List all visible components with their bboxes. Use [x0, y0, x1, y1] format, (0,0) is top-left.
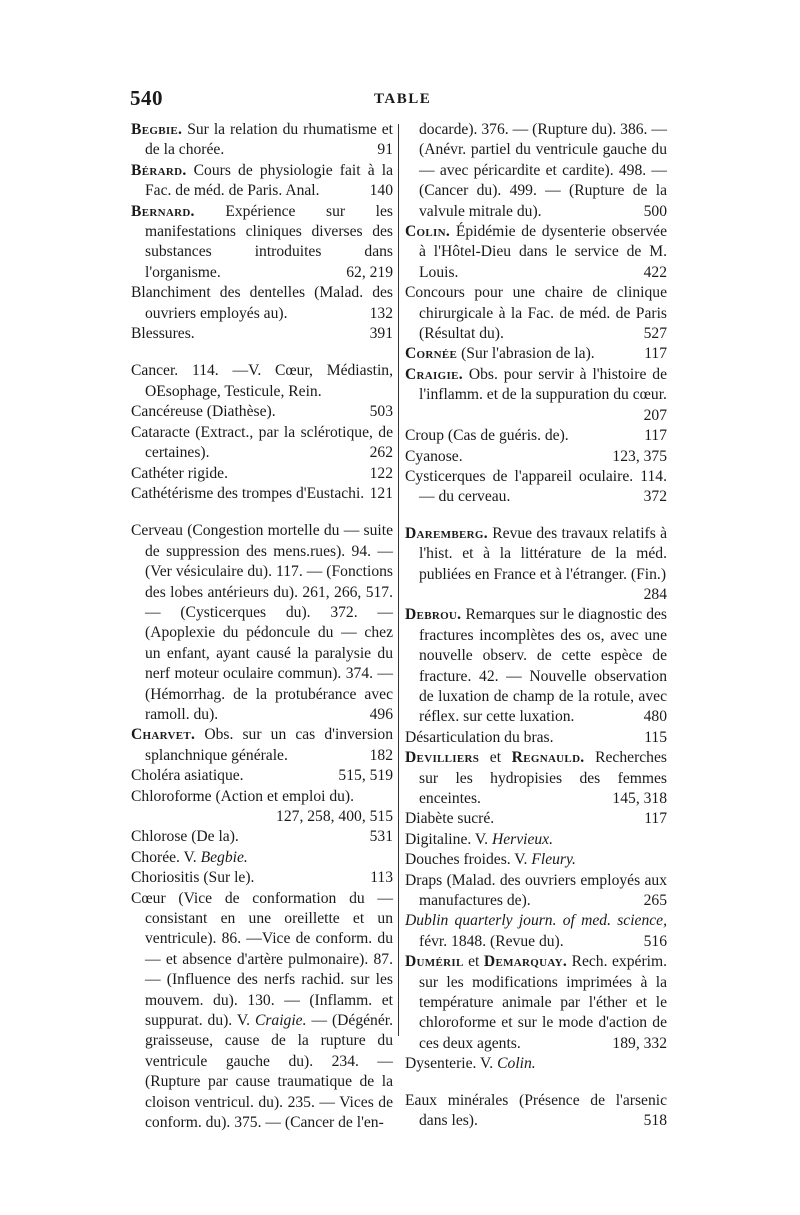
entry-author: Demarquay. — [483, 953, 568, 971]
entry-pages: 503 — [369, 403, 393, 421]
entry-pages: 117 — [644, 810, 667, 828]
entry-pages: 123, 375 — [612, 447, 667, 465]
entry-text: Obs. sur un cas d'inversion splanchnique générale. — [145, 726, 393, 764]
index-entry — [131, 361, 393, 402]
entry-pages: 113 — [370, 869, 393, 887]
index-entry — [131, 484, 393, 504]
entry-text: Chlorose (De la). — [131, 828, 239, 846]
entry-text: Revue des travaux relatifs à l'hist. et à la littérature de la méd. publiées en France et à l'étranger. (Fin.) — [419, 524, 667, 583]
index-entry — [405, 426, 667, 446]
entry-pages: 140 — [369, 182, 393, 200]
entry-pages: 182 — [369, 746, 393, 764]
entry-pages: 496 — [369, 705, 393, 723]
entry-text: Draps (Malad. des ouvriers employés aux manufactures de). — [405, 871, 667, 910]
entry-text: Cerveau (Congestion mortelle du — suite de suppression des mens.rues). 94. — (Ver vésiculaire du). 117. — (Fonctions des lobes antérieurs du). 261, 266, 517. — (Cysticerques du). 372. — (Apoplexie du pédoncule du — chez un enfant, ayant causé la paralysie du nerf moteur oculaire commun). 374. — (Hémorrhag. de la protubérance avec ramoll. du). — [131, 522, 393, 723]
index-entry — [405, 748, 667, 809]
index-entry — [405, 283, 667, 344]
entry-pages: 121 — [369, 484, 393, 502]
index-entry — [405, 728, 667, 748]
index-entry — [405, 222, 667, 283]
index-entry — [131, 120, 393, 161]
entry-author: Colin. — [405, 223, 451, 241]
entry-text: févr. 1848. (Revue du). — [419, 932, 564, 950]
index-entry — [405, 911, 667, 952]
entry-pages: 480 — [643, 708, 667, 726]
entry-text: Blanchiment des dentelles (Malad. des ouvriers employés au). — [131, 284, 393, 322]
index-entry — [405, 809, 667, 829]
entry-text: Cathéter rigide. — [131, 464, 228, 482]
entry-pages: 145, 318 — [612, 790, 667, 807]
entry-text: Cours de physiologie fait à la Fac. de méd. de Paris. Anal. — [145, 161, 393, 200]
entry-text: Blessures. — [131, 325, 195, 343]
entry-pages: 518 — [643, 1112, 667, 1130]
entry-author: Debrou. — [405, 606, 462, 624]
entry-text: Cathétérisme des trompes d'Eustachi. — [131, 484, 365, 502]
entry-text: (Sur l'abrasion de la). — [461, 345, 595, 363]
entry-conjunction: et — [468, 953, 480, 971]
index-entry — [131, 161, 393, 202]
entry-text: Remarques sur le diagnostic des fractures incomplètes des os, avec une nouvelle observ. de cette espèce de fracture. 42. — Nouvelle observation de luxation de champ de la rotule, avec réflex. sur cette luxation. — [419, 606, 668, 726]
index-entry — [131, 423, 393, 464]
index-entry — [131, 725, 393, 766]
entry-conjunction: et — [489, 749, 502, 767]
entry-author: Daremberg. — [405, 524, 488, 542]
entry-pages: 265 — [643, 892, 667, 910]
entry-text: Cataracte (Extract., par la sclérotique, de certaines). — [131, 423, 393, 462]
entry-pages: 91 — [377, 141, 393, 159]
entry-text: Chloroforme (Action et emploi du). — [131, 787, 355, 805]
entry-author: Charvet. — [131, 726, 196, 744]
entry-pages: 515, 519 — [338, 767, 393, 785]
index-entry — [405, 850, 667, 870]
index-entry — [405, 1091, 667, 1132]
entry-text: Diabète sucré. — [405, 810, 495, 828]
entry-text: Concours pour une chaire de clinique chirurgicale à la Fac. de méd. de Paris (Résultat du). — [405, 284, 667, 343]
index-entry — [405, 524, 667, 606]
entry-pages: 62, 219 — [346, 263, 393, 281]
column-rule — [398, 124, 399, 1036]
index-entry — [131, 787, 393, 828]
right-column — [405, 120, 667, 1132]
entry-text: Choléra asiatique. — [131, 767, 244, 785]
entry-text: Cyanose. — [405, 447, 463, 465]
entry-see-also: Hervieux. — [491, 830, 553, 848]
entry-author: Cornée — [405, 345, 458, 363]
index-entry — [405, 871, 667, 912]
entry-text: Dysenterie. V. — [405, 1055, 494, 1073]
entry-pages: 132 — [369, 304, 393, 322]
entry-pages: 262 — [369, 444, 393, 462]
entry-see-also: Fleury. — [531, 851, 576, 869]
running-head: TABLE — [374, 91, 432, 107]
entry-text: Croup (Cas de guéris. de). — [405, 427, 569, 445]
entry-text: Choriositis (Sur le). — [131, 869, 255, 887]
entry-author: Regnauld. — [511, 749, 585, 767]
entry-text: Cysticerques de l'appareil oculaire. 114. — du cerveau. — [405, 467, 667, 506]
index-entry — [405, 365, 667, 426]
entry-author: Craigie. — [405, 365, 463, 383]
entry-pages: 284 — [643, 585, 667, 603]
entry-text: Sur la relation du rhumatisme et de la chorée. — [145, 121, 393, 159]
entry-author: Bernard. — [131, 202, 195, 220]
index-entry — [131, 324, 393, 344]
entry-author: Devilliers — [405, 749, 480, 767]
entry-text: Eaux minérales (Présence de l'arsenic dans les). — [405, 1091, 667, 1130]
entry-text: Expérience sur les manifestations cliniques diverses des substances introduites dans l'organisme. — [145, 202, 393, 281]
index-entry — [131, 402, 393, 422]
entry-text: Obs. pour servir à l'histoire de l'inflamm. et de la suppuration du cœur. — [419, 365, 667, 404]
index-entry — [405, 120, 667, 222]
entry-pages: 500 — [643, 202, 667, 220]
index-entry — [405, 1054, 667, 1074]
index-entry — [131, 889, 393, 1134]
index-entry — [131, 464, 393, 484]
entry-see-also: Colin. — [497, 1055, 536, 1073]
entry-text: Chorée. V. — [131, 848, 197, 866]
left-column — [131, 120, 393, 1134]
index-entry — [131, 848, 393, 868]
entry-pages: 391 — [369, 325, 393, 343]
entry-see-also: Craigie. — [254, 1012, 307, 1030]
index-entry — [405, 605, 667, 727]
entry-pages: 372 — [643, 488, 667, 506]
entry-text: Désarticulation du bras. — [405, 728, 554, 746]
entry-text: Épidémie de dysenterie observée à l'Hôtel-Dieu dans le service de M. Louis. — [419, 223, 667, 281]
page-number: 540 — [130, 86, 163, 110]
entry-text: Cancer. 114. —V. Cœur, Médiastin, OEsophage, Testicule, Rein. — [131, 362, 393, 400]
entry-pages: 207 — [643, 406, 667, 424]
entry-author: Duméril — [405, 953, 464, 971]
entry-pages: 422 — [643, 263, 667, 281]
entry-text: Digitaline. V. — [405, 830, 489, 848]
entry-author: Begbie. — [131, 121, 183, 138]
index-entry — [131, 521, 393, 725]
index-entry — [131, 827, 393, 847]
entry-pages: 531 — [369, 828, 393, 846]
index-entry — [405, 952, 667, 1054]
index-entry — [131, 202, 393, 284]
index-entry — [405, 830, 667, 850]
index-entry — [131, 868, 393, 888]
index-entry — [405, 447, 667, 467]
entry-pages: 117 — [644, 345, 667, 363]
index-entry — [405, 467, 667, 508]
index-entry — [131, 283, 393, 324]
entry-title-italic: Dublin quarterly journ. of med. science, — [405, 912, 667, 930]
index-entry — [405, 344, 667, 364]
entry-pages: 122 — [369, 464, 393, 482]
entry-text: Rech. expérim. sur les modifications imprimées à la température animale par l'éther et le chloroforme et sur le mode d'action de ces deux agents. — [419, 953, 667, 1052]
entry-pages: 117 — [644, 427, 667, 445]
entry-pages: 527 — [643, 325, 667, 343]
index-entry — [131, 766, 393, 786]
entry-author: Bérard. — [131, 161, 187, 179]
entry-text: docarde). 376. — (Rupture du). 386. — (Anévr. partiel du ventricule gauche du — avec péricardite et cardite). 498. — (Cancer du). 499. — (Rupture de la valvule mitrale du). — [419, 121, 667, 220]
entry-pages: 127, 258, 400, 515 — [276, 808, 393, 825]
entry-pages: 516 — [643, 932, 667, 950]
entry-text: Cœur (Vice de conformation du — consistant en une oreillette et un ventricule). 86. —Vice de conform. du — et absence d'artère pulmonaire). 87. — (Influence des nerfs rachid. sur les mouvem. du). 130. — (Inflamm. et suppurat. du). V. — [131, 889, 393, 1030]
entry-see-also: Begbie. — [200, 848, 248, 866]
entry-text: Recherches sur les hydropisies des femmes enceintes. — [419, 749, 667, 807]
entry-text: Cancéreuse (Diathèse). — [131, 403, 276, 421]
entry-pages: 115 — [644, 728, 667, 746]
entry-text: — (Dégénér. graisseuse, cause de la rupture du ventricule gauche du). 234. — (Rupture par cause traumatique de la cloison ventricul. du). 235. — Vices de conform. du). 375. — (Cancer de l'en- — [145, 1012, 393, 1132]
entry-pages: 189, 332 — [612, 1034, 667, 1052]
entry-text: Douches froides. V. — [405, 851, 528, 869]
